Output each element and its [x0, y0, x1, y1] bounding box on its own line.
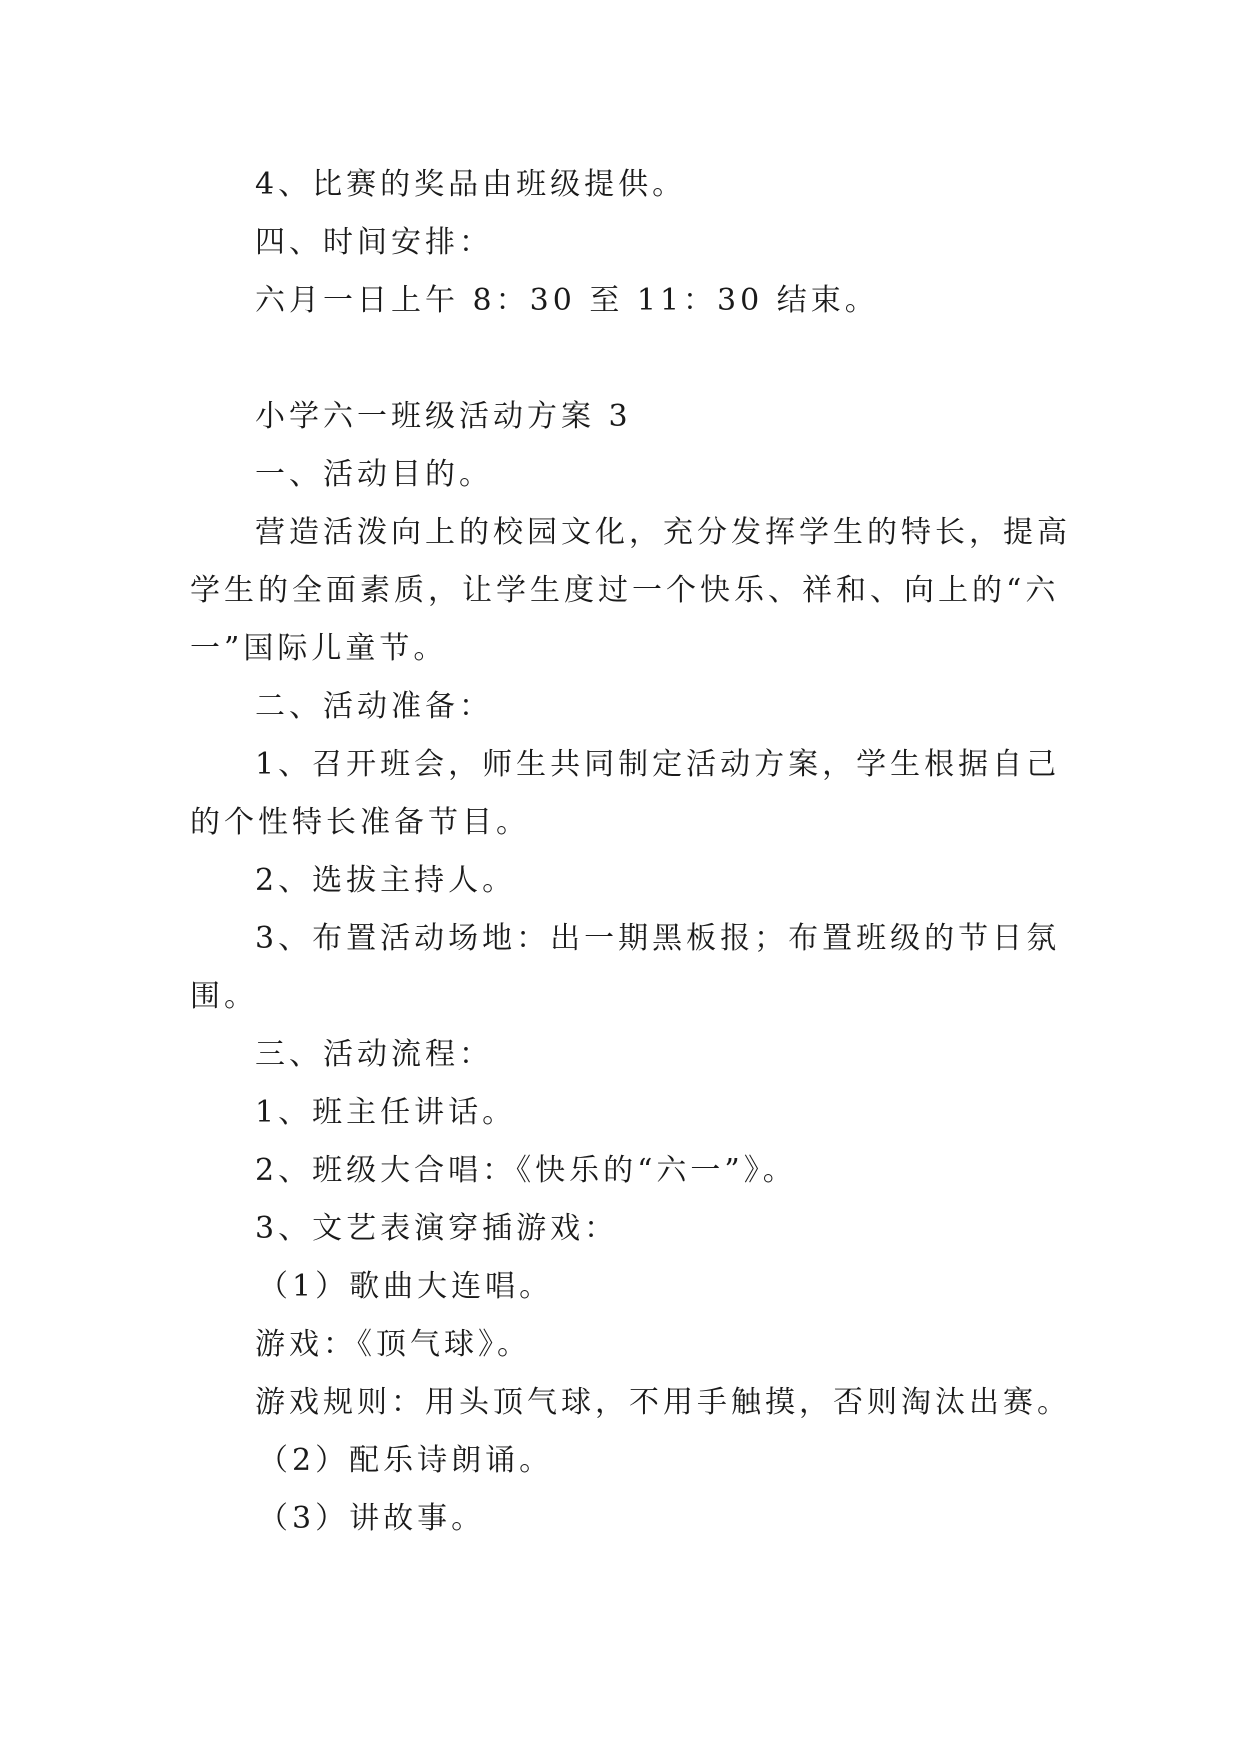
text-line: （2）配乐诗朗诵。	[258, 1443, 554, 1478]
text-line: 围。	[190, 979, 258, 1014]
text-line: 2、班级大合唱：《快乐的“六一”》。	[255, 1153, 797, 1188]
text-line: 六月一日上午 8：30 至 11：30 结束。	[255, 283, 879, 318]
text-line: 1、召开班会，师生共同制定活动方案，学生根据自己	[255, 747, 1061, 782]
text-line: 2、选拔主持人。	[255, 863, 517, 898]
section-heading: 一、活动目的。	[255, 457, 493, 492]
document-title: 小学六一班级活动方案 3	[255, 399, 632, 434]
text-line: 一”国际儿童节。	[190, 631, 448, 666]
text-line: 4、比赛的奖品由班级提供。	[255, 167, 687, 202]
text-line: 学生的全面素质，让学生度过一个快乐、祥和、向上的“六	[190, 573, 1060, 608]
text-line: 游戏：《顶气球》。	[255, 1327, 531, 1362]
text-line: （3）讲故事。	[258, 1501, 486, 1536]
text-line: 3、布置活动场地：出一期黑板报；布置班级的节日氛	[255, 921, 1061, 956]
section-heading: 三、活动流程：	[255, 1037, 493, 1072]
section-heading: 四、时间安排：	[255, 225, 493, 260]
text-line: 1、班主任讲话。	[255, 1095, 517, 1130]
text-line: 的个性特长准备节目。	[190, 805, 530, 840]
text-line: 游戏规则：用头顶气球，不用手触摸，否则淘汰出赛。	[255, 1385, 1071, 1420]
text-line: （1）歌曲大连唱。	[258, 1269, 554, 1304]
text-line: 营造活泼向上的校园文化，充分发挥学生的特长，提高	[255, 515, 1071, 550]
text-line: 3、文艺表演穿插游戏：	[255, 1211, 619, 1246]
section-heading: 二、活动准备：	[255, 689, 493, 724]
